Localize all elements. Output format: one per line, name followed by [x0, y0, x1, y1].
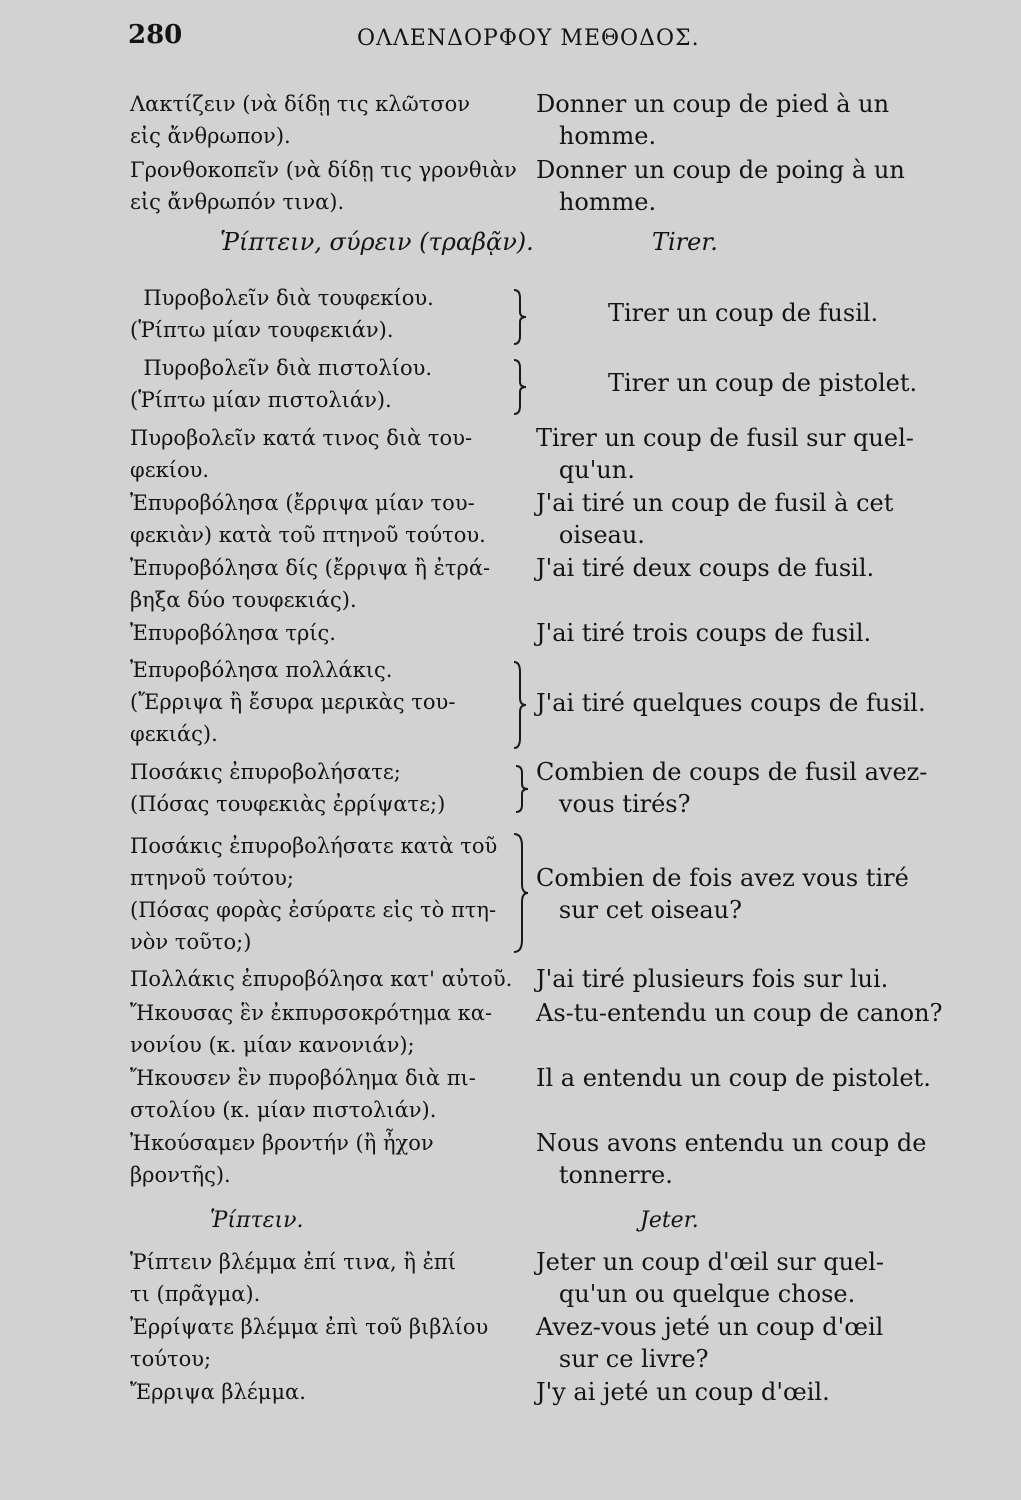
greek-phrase: Πυροβολεῖν διὰ πιστολίου. (Ῥίπτω μίαν πιστολιάν). [130, 356, 433, 412]
greek-phrase: Γρονθοκοπεῖν (νὰ δίδῃ τις γρονθιὰν εἰς ἄνθρωπόν τινα). [130, 158, 517, 214]
greek-phrase: Πολλάκις ἐπυροβόλησα κατ' αὐτοῦ. [130, 967, 513, 991]
french-translation: Combien de fois avez vous tiré sur cet oiseau? [536, 864, 909, 924]
greek-phrase: Ῥίπτειν βλέμμα ἐπί τινα, ἢ ἐπί τι (πρᾶγμα). [130, 1250, 456, 1306]
greek-phrase: Ἐρρίψατε βλέμμα ἐπὶ τοῦ βιβλίου τούτου; [130, 1315, 489, 1371]
brace [508, 358, 530, 416]
greek-phrase: Ποσάκις ἐπυροβολήσατε; (Πόσας τουφεκιὰς ἐρρίψατε;) [130, 760, 446, 816]
french-translation: Tirer un coup de fusil. [608, 299, 879, 327]
french-translation: Jeter un coup d'œil sur quel- qu'un ou quelque chose. [536, 1248, 885, 1308]
greek-phrase: Ἐπυροβόλησα τρίς. [130, 621, 336, 645]
french-translation: J'ai tiré deux coups de fusil. [536, 554, 875, 582]
french-translation: J'ai tiré plusieurs fois sur lui. [536, 965, 889, 993]
section-heading-greek: Ῥίπτειν, σύρειν (τραβᾷν). [220, 228, 534, 256]
french-translation: Il a entendu un coup de pistolet. [536, 1064, 931, 1092]
french-translation: J'ai tiré trois coups de fusil. [536, 619, 872, 647]
brace [508, 832, 530, 954]
greek-phrase: Πυροβολεῖν διὰ τουφεκίου. (Ῥίπτω μίαν τουφεκιάν). [130, 286, 434, 342]
greek-phrase: Ἠκούσαμεν βροντήν (ἢ ἦχον βροντῆς). [130, 1131, 434, 1187]
section-heading-french: Jeter. [640, 1208, 699, 1233]
french-translation: Nous avons entendu un coup de tonnerre. [536, 1129, 927, 1189]
brace [508, 660, 530, 750]
french-translation: As-tu-entendu un coup de canon? [536, 999, 943, 1027]
section-heading-french: Tirer. [652, 228, 718, 256]
greek-phrase: Ἤκουσεν ἓν πυροβόλημα διὰ πι- στολίου (κ. μίαν πιστολιάν). [130, 1066, 476, 1122]
section-heading-greek: Ῥίπτειν. [210, 1208, 304, 1233]
greek-phrase: Ἔρριψα βλέμμα. [130, 1380, 306, 1404]
page-header [0, 20, 1021, 64]
greek-phrase: Λακτίζειν (νὰ δίδῃ τις κλῶτσον εἰς ἄνθρωπον). [130, 92, 471, 148]
greek-phrase: Ποσάκις ἐπυροβολήσατε κατὰ τοῦ πτηνοῦ τούτου; (Πόσας φορὰς ἐσύρατε εἰς τὸ πτη- νὸν τοῦτο;) [130, 834, 498, 954]
french-translation: J'ai tiré quelques coups de fusil. [536, 689, 926, 717]
page-number: 280 [128, 20, 183, 50]
french-translation: Tirer un coup de pistolet. [608, 369, 918, 397]
french-translation: Donner un coup de pied à un homme. [536, 90, 890, 150]
greek-phrase: Ἤκουσας ἓν ἐκπυρσοκρότημα κα- νονίου (κ. μίαν κανονιάν); [130, 1001, 493, 1057]
greek-phrase: Ἐπυροβόλησα πολλάκις. (Ἔρριψα ἢ ἔσυρα μερικὰς του- φεκιάς). [130, 658, 456, 746]
french-translation: Avez-vous jeté un coup d'œil sur ce livre? [536, 1313, 884, 1373]
french-translation: Donner un coup de poing à un homme. [536, 156, 905, 216]
greek-phrase: Ἐπυροβόλησα (ἔρριψα μίαν του- φεκιὰν) κατὰ τοῦ πτηνοῦ τούτου. [130, 491, 486, 547]
french-translation: Tirer un coup de fusil sur quel- qu'un. [536, 424, 914, 484]
running-title: ΟΛΛΕΝΔΟΡΦΟΥ ΜΕΘΟΔΟΣ. [357, 26, 700, 51]
french-translation: J'ai tiré un coup de fusil à cet oiseau. [536, 489, 894, 549]
french-translation: J'y ai jeté un coup d'œil. [536, 1378, 830, 1406]
greek-phrase: Ἐπυροβόλησα δίς (ἔρριψα ἢ ἐτρά- βηξα δύο τουφεκιάς). [130, 556, 491, 612]
greek-phrase: Πυροβολεῖν κατά τινος διὰ του- φεκίου. [130, 426, 473, 482]
french-translation: Combien de coups de fusil avez- vous tirés? [536, 758, 928, 818]
brace [508, 288, 530, 346]
brace [508, 764, 530, 814]
